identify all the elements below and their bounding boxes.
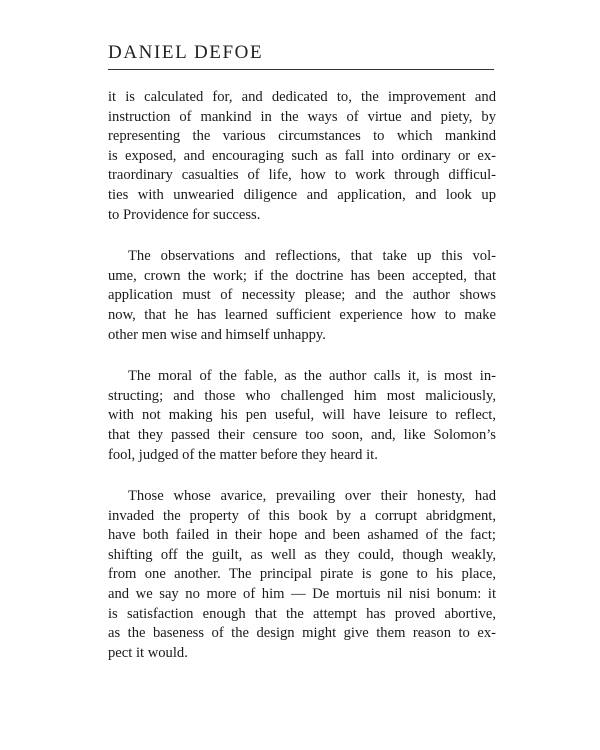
- text-line: instruction of mankind in the ways of virtue and piety, by: [108, 108, 496, 125]
- text-line: now, that he has learned sufficient experience how to make: [108, 306, 496, 323]
- body-text: [108, 88, 496, 685]
- text-line: ties with unwearied diligence and application, and look up: [108, 186, 496, 203]
- text-line: it is calculated for, and dedicated to, the improvement and: [108, 89, 496, 105]
- paragraph: [108, 487, 496, 663]
- text-line: application must of necessity please; and the author shows: [108, 287, 496, 304]
- text-line: The observations and reflections, that take up this vol-: [128, 248, 496, 265]
- paragraph: [108, 247, 496, 345]
- text-line: fool, judged of the matter before they heard it.: [108, 446, 378, 463]
- text-line: pect it would.: [108, 644, 188, 661]
- text-line: other men wise and himself unhappy.: [108, 326, 326, 343]
- header-rule: [108, 69, 494, 70]
- text-line: representing the various circumstances to which mankind: [108, 128, 496, 145]
- text-line: that they passed their censure too soon, and, like Solomon’s: [108, 426, 496, 443]
- text-line: traordinary casualties of life, how to work through difficul-: [108, 167, 496, 184]
- paragraph: [108, 88, 496, 225]
- text-line: from one another. The principal pirate is gone to his place,: [108, 566, 496, 583]
- text-line: invaded the property of this book by a corrupt abridgment,: [108, 507, 496, 524]
- text-line: as the baseness of the design might give them reason to ex-: [108, 625, 496, 642]
- text-line: Those whose avarice, prevailing over their honesty, had: [128, 488, 496, 505]
- text-line: have both failed in their hope and been ashamed of the fact;: [108, 527, 496, 544]
- text-line: The moral of the fable, as the author calls it, is most in-: [128, 368, 496, 385]
- paragraph: [108, 367, 496, 465]
- text-line: is exposed, and encouraging such as fall into ordinary or ex-: [108, 147, 496, 164]
- text-line: to Providence for success.: [108, 206, 261, 223]
- text-line: ume, crown the work; if the doctrine has been accepted, that: [108, 267, 496, 284]
- running-head: DANIEL DEFOE: [108, 42, 264, 63]
- text-line: is satisfaction enough that the attempt has proved abortive,: [108, 605, 496, 622]
- text-line: structing; and those who challenged him most maliciously,: [108, 387, 496, 404]
- text-line: with not making his pen useful, will have leisure to reflect,: [108, 407, 496, 424]
- text-line: and we say no more of him — De mortuis nil nisi bonum: it: [108, 586, 496, 603]
- text-line: shifting off the guilt, as well as they could, though weakly,: [108, 546, 496, 563]
